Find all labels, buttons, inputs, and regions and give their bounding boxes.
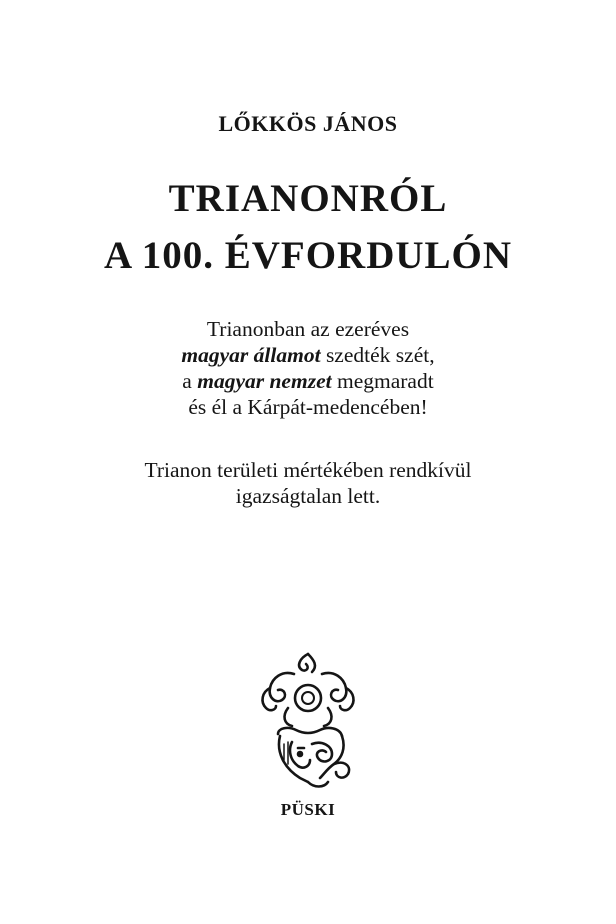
- author-name: LŐKKÖS JÁNOS: [218, 111, 398, 136]
- motto-line-2: [0, 342, 616, 368]
- publisher-name: PÜSKI: [280, 800, 336, 819]
- book-title-line-1: TRIANONRÓL: [168, 177, 448, 220]
- motto-line-4: és él a Kárpát-medencében!: [188, 395, 428, 419]
- motto-line-2-rest: szedték szét,: [320, 343, 435, 367]
- motto-emphasis-state: magyar államot: [181, 343, 321, 367]
- book-title: [0, 170, 616, 284]
- note-line-2: igazságtalan lett.: [235, 484, 381, 508]
- motto-line-3-rest: megmaradt: [331, 369, 434, 393]
- note-line-1: Trianon területi mértékében rendkívül: [144, 458, 472, 482]
- motto-line-1: Trianonban az ezeréves: [206, 317, 410, 341]
- motto-line-3: [0, 368, 616, 394]
- note-paragraph: [0, 457, 616, 509]
- book-title-line-2: A 100. ÉVFORDULÓN: [103, 234, 513, 277]
- ornamental-publisher-emblem-icon: [248, 648, 368, 798]
- motto-paragraph: [0, 316, 616, 420]
- motto-line-3-pre: a: [182, 369, 198, 393]
- motto-emphasis-nation: magyar nemzet: [197, 369, 332, 393]
